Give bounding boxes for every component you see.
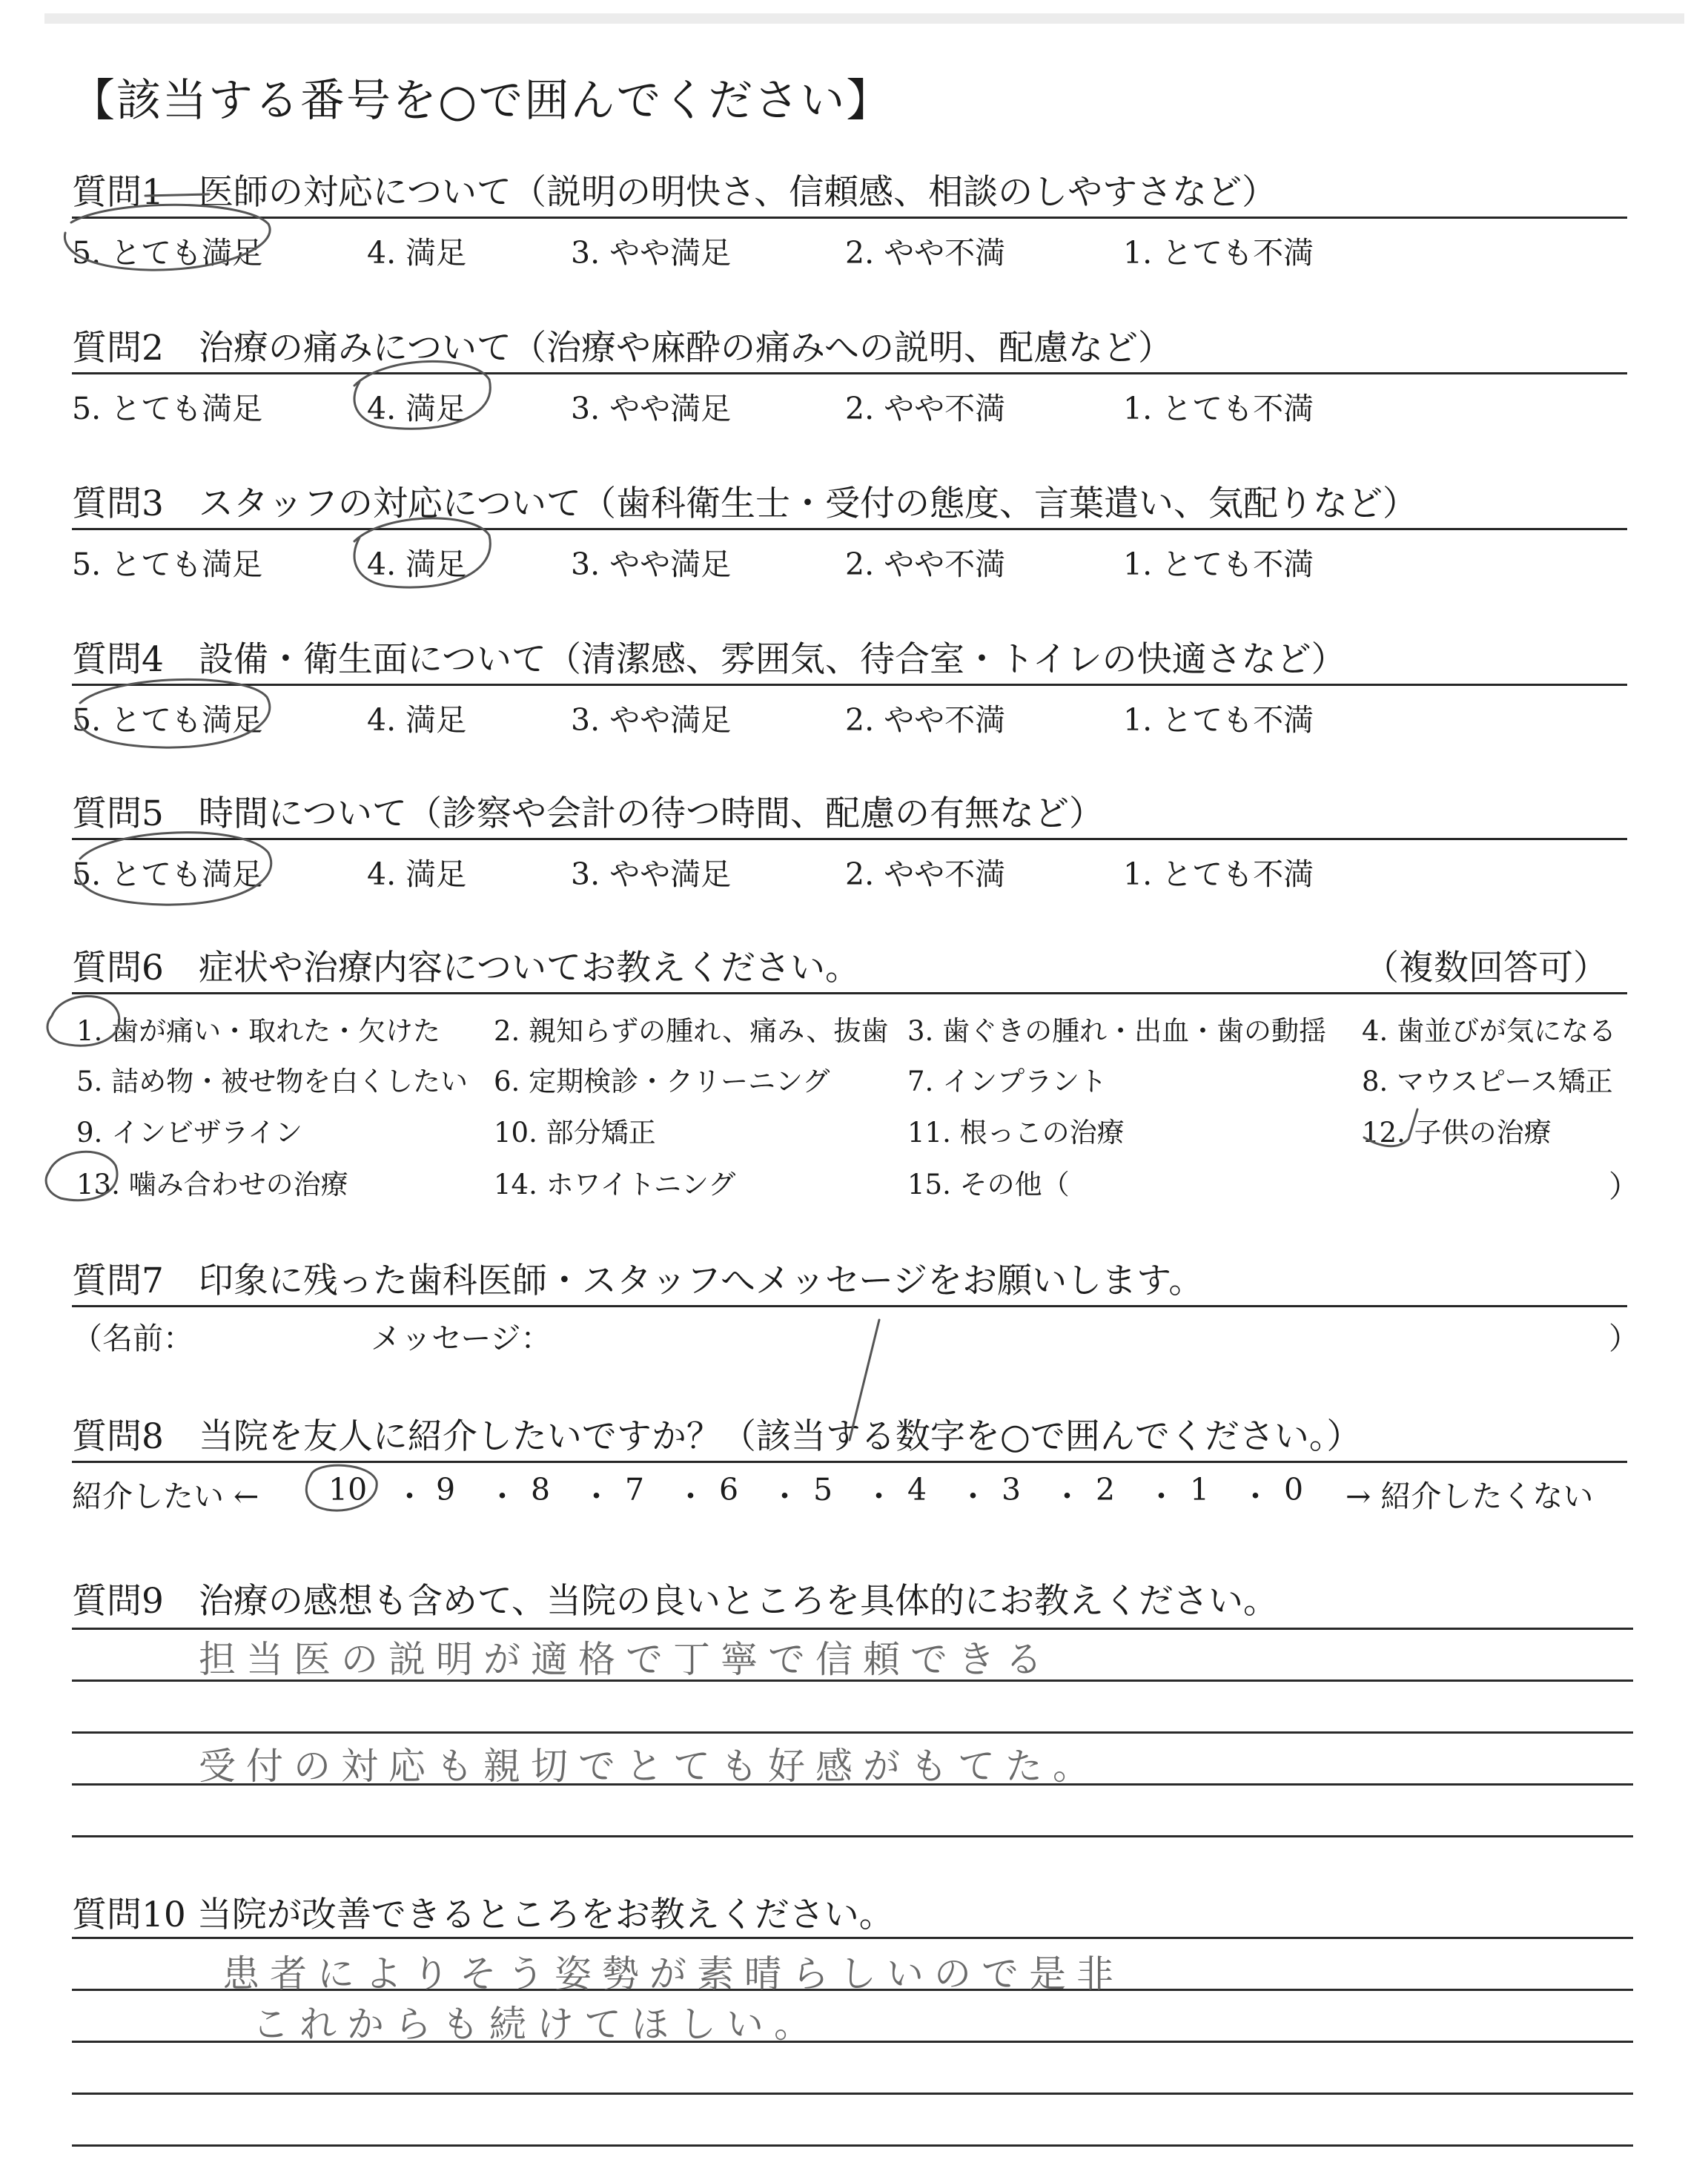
q5-answer-circle	[77, 833, 271, 905]
form-heading: 【該当する番号を○で囲んでください】	[70, 75, 893, 127]
q10-handwritten-answer-1[interactable]: 患者によりそう姿勢が素晴らしいので是非	[222, 1952, 1124, 1995]
q8-right-label: → 紹介したくない	[1345, 1479, 1594, 1514]
q6-option-12[interactable]: 12. 子供の治療	[1362, 1117, 1552, 1149]
q5-option-4[interactable]: 4. 満足	[367, 856, 467, 892]
q5-option-3[interactable]: 3. やや満足	[571, 856, 732, 892]
q8-score-2[interactable]: 2	[1096, 1472, 1116, 1507]
q8-score-10[interactable]: 10	[328, 1472, 368, 1507]
q6-option-6[interactable]: 6. 定期検診・クリーニング	[494, 1066, 830, 1097]
q6-option-13[interactable]: 13. 噛み合わせの治療	[76, 1169, 348, 1200]
q8-score-5[interactable]: 5	[813, 1472, 833, 1507]
q3-option-2[interactable]: 2. やや不満	[845, 546, 1006, 582]
q3-option-3[interactable]: 3. やや満足	[571, 546, 732, 582]
q8-separator: ・	[487, 1479, 517, 1514]
q6-multiple-answers-note: （複数回答可）	[1364, 948, 1608, 988]
q7-stray-pencil-line	[850, 1320, 879, 1440]
q8-score-3[interactable]: 3	[1002, 1472, 1022, 1507]
q7-close-paren: ）	[1609, 1321, 1639, 1356]
q6-option-1-circle	[47, 996, 119, 1046]
q8-separator: ・	[1146, 1479, 1176, 1514]
q2-option-2[interactable]: 2. やや不満	[845, 391, 1006, 426]
q7-message-label: メッセージ：	[371, 1321, 552, 1356]
q1-answer-circle	[64, 205, 270, 270]
q6-option-4[interactable]: 4. 歯並びが気になる	[1362, 1015, 1617, 1047]
q5-option-5[interactable]: 5. とても満足	[72, 856, 263, 892]
q4-option-2[interactable]: 2. やや不満	[845, 702, 1006, 738]
q8-separator: ・	[1240, 1479, 1271, 1514]
q2-title: 質問2 治療の痛みについて（治療や麻酔の痛みへの説明、配慮など）	[72, 328, 1174, 369]
q2-option-3[interactable]: 3. やや満足	[571, 391, 732, 426]
q8-separator: ・	[769, 1479, 800, 1514]
q3-option-4[interactable]: 4. 満足	[367, 546, 467, 582]
q6-option-2[interactable]: 2. 親知らずの腫れ、痛み、抜歯	[494, 1015, 889, 1047]
q2-answer-circle	[354, 361, 490, 429]
q3-option-5[interactable]: 5. とても満足	[72, 546, 263, 582]
q6-option-14[interactable]: 14. ホワイトニング	[494, 1169, 736, 1200]
q5-title: 質問5 時間について（診察や会計の待つ時間、配慮の有無など）	[72, 793, 1104, 834]
q6-option-3[interactable]: 3. 歯ぐきの腫れ・出血・歯の動揺	[907, 1015, 1327, 1047]
q10-handwritten-answer-2[interactable]: これからも続けてほしい。	[252, 2003, 821, 2046]
q8-separator: ・	[581, 1479, 612, 1514]
q6-option-1[interactable]: 1. 歯が痛い・取れた・欠けた	[76, 1015, 441, 1047]
q6-option-12-check	[1364, 1109, 1417, 1146]
q6-option-9[interactable]: 9. インビザライン	[76, 1117, 302, 1149]
q8-score-1[interactable]: 1	[1190, 1472, 1210, 1507]
q1-option-1[interactable]: 1. とても不満	[1123, 235, 1314, 271]
q8-score-7[interactable]: 7	[625, 1472, 645, 1507]
q8-score-8[interactable]: 8	[531, 1472, 551, 1507]
q4-answer-circle	[77, 679, 270, 747]
q8-score-4[interactable]: 4	[907, 1472, 927, 1507]
q4-title: 質問4 設備・衛生面について（清潔感、雰囲気、待合室・トイレの快適さなど）	[72, 639, 1346, 680]
q6-option-13-circle	[46, 1152, 117, 1200]
q5-option-2[interactable]: 2. やや不満	[845, 856, 1006, 892]
q2-option-1[interactable]: 1. とても不満	[1123, 391, 1314, 426]
q1-option-5[interactable]: 5. とても満足	[72, 235, 263, 271]
q1-option-3[interactable]: 3. やや満足	[571, 235, 732, 271]
q8-score-9[interactable]: 9	[436, 1472, 456, 1507]
q1-title: 質問1 医師の対応について（説明の明快さ、信頼感、相談のしやすさなど）	[72, 172, 1277, 213]
q8-score-6[interactable]: 6	[719, 1472, 739, 1507]
q3-option-1[interactable]: 1. とても不満	[1123, 546, 1314, 582]
q7-name-label: （名前：	[72, 1321, 193, 1356]
q2-option-4[interactable]: 4. 満足	[367, 391, 467, 426]
q8-separator: ・	[864, 1479, 894, 1514]
q8-score-0[interactable]: 0	[1284, 1472, 1304, 1507]
q6-option-7[interactable]: 7. インプラント	[907, 1066, 1108, 1097]
q8-score-10-circle	[306, 1465, 377, 1510]
q9-handwritten-answer-1[interactable]: 担当医の説明が適格で丁寧で信頼できる	[199, 1638, 1053, 1681]
q1-strikethrough	[145, 194, 209, 196]
q4-option-4[interactable]: 4. 満足	[367, 702, 467, 738]
q7-title: 質問7 印象に残った歯科医師・スタッフへメッセージをお願いします。	[72, 1261, 1204, 1301]
q9-title: 質問9 治療の感想も含めて、当院の良いところを具体的にお教えください。	[72, 1581, 1278, 1622]
q6-other-close-paren: ）	[1609, 1169, 1639, 1204]
q2-option-5[interactable]: 5. とても満足	[72, 391, 263, 426]
q6-option-8[interactable]: 8. マウスピース矯正	[1362, 1066, 1613, 1097]
q3-answer-circle	[354, 518, 490, 587]
q4-option-5[interactable]: 5. とても満足	[72, 702, 263, 738]
q3-title: 質問3 スタッフの対応について（歯科衛生士・受付の態度、言葉遣い、気配りなど）	[72, 483, 1417, 524]
q6-option-11[interactable]: 11. 根っこの治療	[907, 1117, 1125, 1149]
q6-option-15[interactable]: 15. その他（	[907, 1169, 1070, 1200]
q5-option-1[interactable]: 1. とても不満	[1123, 856, 1314, 892]
q8-separator: ・	[394, 1479, 425, 1514]
q8-title: 質問8 当院を友人に紹介したいですか？（該当する数字を○で囲んでください。）	[72, 1416, 1362, 1457]
q4-option-1[interactable]: 1. とても不満	[1123, 702, 1314, 738]
q1-option-2[interactable]: 2. やや不満	[845, 235, 1006, 271]
q4-option-3[interactable]: 3. やや満足	[571, 702, 732, 738]
q8-separator: ・	[958, 1479, 988, 1514]
q8-separator: ・	[675, 1479, 706, 1514]
q8-separator: ・	[1052, 1479, 1082, 1514]
q6-title: 質問6 症状や治療内容についてお教えください。	[72, 948, 860, 988]
q6-option-5[interactable]: 5. 詰め物・被せ物を白くしたい	[76, 1066, 469, 1097]
q9-handwritten-answer-2[interactable]: 受付の対応も親切でとても好感がもてた。	[199, 1745, 1100, 1788]
q6-option-10[interactable]: 10. 部分矯正	[494, 1117, 656, 1149]
q1-option-4[interactable]: 4. 満足	[367, 235, 467, 271]
q10-title: 質問10 当院が改善できるところをお教えください。	[72, 1895, 894, 1935]
q8-left-label: 紹介したい ←	[72, 1479, 259, 1514]
